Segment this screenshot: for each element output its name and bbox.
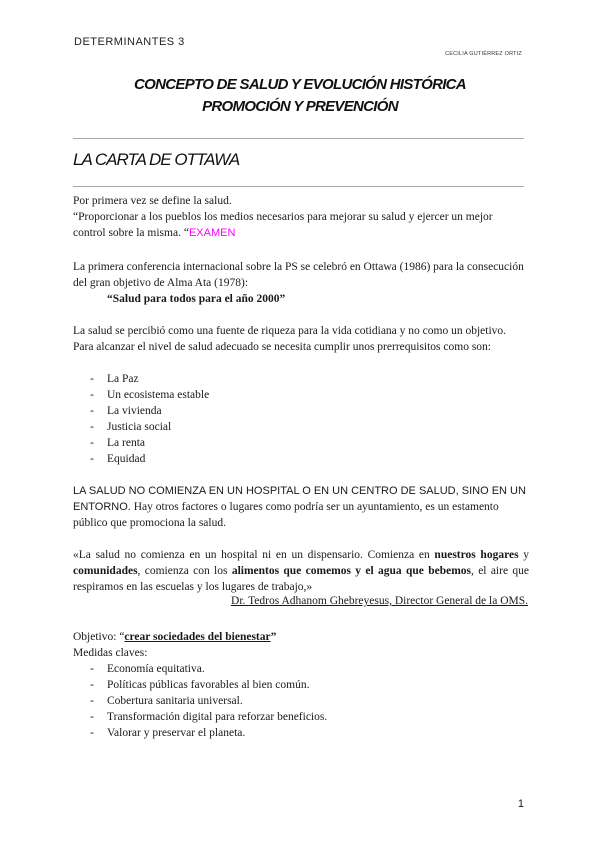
page-number: 1 [517, 798, 524, 810]
statement-paragraph [73, 483, 533, 531]
quote-bold: nuestros hogares [434, 549, 519, 561]
measures-list [73, 661, 327, 741]
objective-close: ” [270, 631, 277, 643]
quote-attribution: Dr. Tedros Adhanom Ghebreyesus, Director General de la OMS. [231, 595, 528, 607]
list-item: - Valorar y preservar el planeta. [73, 725, 327, 741]
objective-line [73, 629, 528, 645]
quote-part: , comienza con los [137, 565, 232, 577]
exam-tag: EXAMEN [188, 227, 236, 239]
intro-line: Por primera vez se define la salud. [73, 195, 232, 207]
objective-block [73, 629, 528, 661]
prerequisites-list [73, 371, 209, 467]
quote-bold: alimentos que comemos y el agua que bebemos [231, 565, 471, 577]
header-author: CECILIA GUTIÉRREZ ORTIZ [445, 51, 522, 57]
objective-label: Objetivo: “ [73, 631, 125, 643]
list-item: - Políticas públicas favorables al bien común. [73, 677, 327, 693]
resource-paragraph: La salud se percibió como una fuente de riqueza para la vida cotidiana y no como un objetivo. Para alcanzar el nivel de salud adecuado se necesita cumplir unos prerrequisitos como son: [73, 325, 507, 353]
list-item: - Transformación digital para reforzar beneficios. [73, 709, 327, 725]
divider-bottom [73, 186, 524, 187]
document-title-line2: PROMOCIÓN Y PREVENCIÓN [202, 98, 398, 115]
health-definition [73, 209, 528, 241]
divider-top [73, 138, 524, 139]
section-title: LA CARTA DE OTTAWA [73, 150, 240, 169]
quote-part: y [518, 549, 529, 561]
definition-text: “Proporcionar a los pueblos los medios necesarios para mejorar su salud y ejercer un mejor control sobre la misma. “ [73, 211, 493, 239]
quote-part: , el aire que respiramos en las escuelas y los lugares de trabajo,» [73, 565, 529, 593]
list-item: - La vivienda [73, 403, 209, 419]
list-item: - Equidad [73, 451, 209, 467]
conference-paragraph [73, 259, 528, 307]
list-item: - La Paz [73, 371, 209, 387]
document-title-line1: CONCEPTO DE SALUD Y EVOLUCIÓN HISTÓRICA [134, 76, 466, 93]
quote-part: «La salud no comienza en un hospital ni en un dispensario. Comienza en [73, 549, 435, 561]
conference-text: La primera conferencia internacional sobre la PS se celebró en Ottawa (1986) para la consecución del gran objetivo de Alma Ata (1978): [73, 261, 524, 289]
list-item: - La renta [73, 435, 209, 451]
header-subject: DETERMINANTES 3 [74, 36, 185, 48]
list-item: - Un ecosistema estable [73, 387, 209, 403]
statement-rest: Hay otros factores o lugares como podría ser un ayuntamiento, es un estamento público que promociona la salud. [73, 501, 499, 529]
list-item: - Cobertura sanitaria universal. [73, 693, 327, 709]
conference-goal: “Salud para todos para el año 2000” [107, 293, 286, 305]
quote-bold: comunidades [73, 565, 138, 577]
who-quote [73, 547, 529, 595]
statement-caps: LA SALUD NO COMIENZA EN UN HOSPITAL O EN UN CENTRO DE SALUD, SINO EN UN ENTORNO. [73, 485, 526, 513]
intro-paragraph [73, 193, 528, 241]
list-item: - Economía equitativa. [73, 661, 327, 677]
objective-value: crear sociedades del bienestar [124, 631, 271, 643]
measures-label: Medidas claves: [73, 647, 148, 659]
list-item: - Justicia social [73, 419, 209, 435]
